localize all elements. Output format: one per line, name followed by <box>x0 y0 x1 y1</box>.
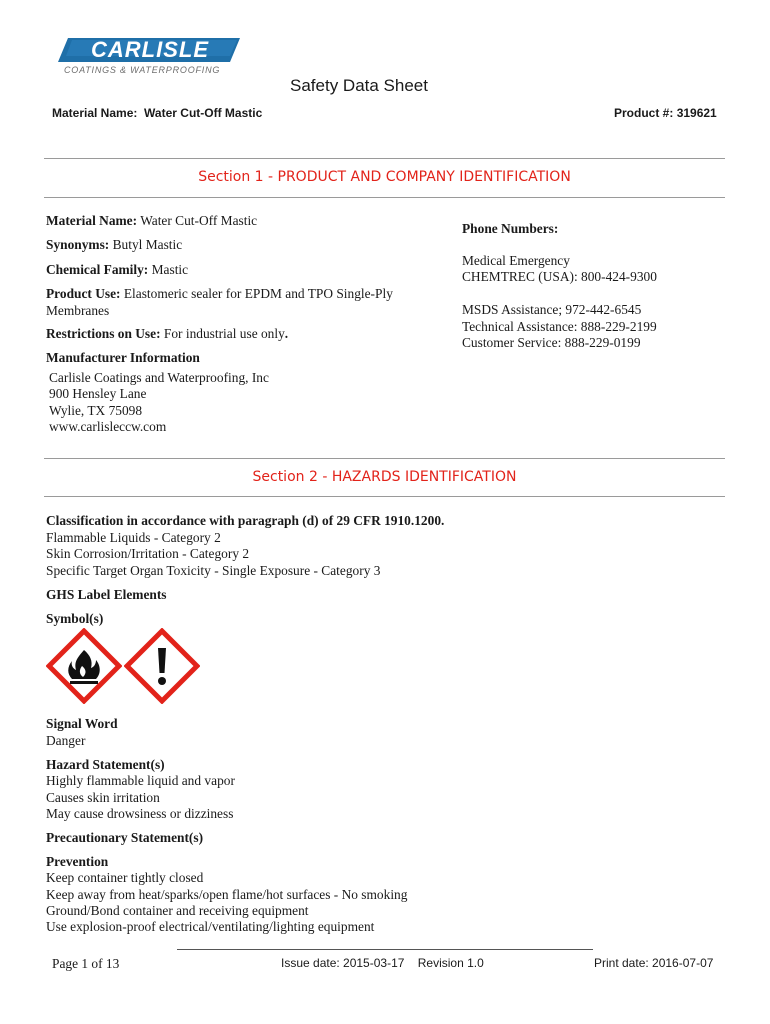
s1-product-use-label: Product Use: <box>46 286 121 301</box>
s2-classification-heading: Classification in accordance with paragraph (d) of 29 CFR 1910.1200. <box>46 513 445 528</box>
s1-synonyms <box>46 237 182 254</box>
s1-material-name <box>46 213 257 230</box>
section1-rule-top <box>44 158 725 159</box>
s1-phone-line: CHEMTREC (USA): 800-424-9300 <box>462 269 657 284</box>
exclamation-pictogram-icon <box>124 628 200 704</box>
s1-restrictions-label: Restrictions on Use: <box>46 326 161 341</box>
s2-prevention-line: Keep away from heat/sparks/open flame/hot surfaces - No smoking <box>46 887 408 902</box>
s1-synonyms-label: Synonyms: <box>46 237 110 252</box>
s2-classification-line: Skin Corrosion/Irritation - Category 2 <box>46 546 250 561</box>
s1-phone-line: MSDS Assistance; 972-442-6545 <box>462 302 642 317</box>
s1-chemical-family <box>46 262 188 279</box>
s1-phone-heading: Phone Numbers: <box>462 221 559 236</box>
s2-hazard-line: Causes skin irritation <box>46 790 160 805</box>
footer-page-number: Page 1 of 13 <box>52 956 120 971</box>
s1-restrictions-value: For industrial use only <box>163 326 285 341</box>
header-product-number <box>614 106 717 120</box>
s2-hazard-heading: Hazard Statement(s) <box>46 757 165 772</box>
s1-phone-line: Customer Service: 888-229-0199 <box>462 335 641 350</box>
s1-manufacturer-line: Wylie, TX 75098 <box>49 403 143 418</box>
footer-print-date: Print date: 2016-07-07 <box>594 956 714 970</box>
header-material-name-label: Material Name: <box>52 106 138 120</box>
logo-wordmark: CARLISLE <box>91 37 209 62</box>
header-product-value: 319621 <box>676 106 717 120</box>
s1-material-name-value: Water Cut-Off Mastic <box>140 213 258 228</box>
footer-rule <box>177 949 593 950</box>
s1-manufacturer-website: www.carlisleccw.com <box>49 419 167 434</box>
footer-issue-date: Issue date: 2015-03-17 Revision 1.0 <box>281 956 484 970</box>
s1-material-name-label: Material Name: <box>46 213 138 228</box>
flame-pictogram-icon <box>46 628 122 704</box>
s1-chemical-family-label: Chemical Family: <box>46 262 149 277</box>
s1-manufacturer-line: 900 Hensley Lane <box>49 386 147 401</box>
logo-subtext: COATINGS & WATERPROOFING <box>64 65 221 75</box>
header-material-name-value: Water Cut-Off Mastic <box>144 106 263 120</box>
s2-precautionary-heading: Precautionary Statement(s) <box>46 830 204 845</box>
s1-product-use-cont: Membranes <box>46 303 110 318</box>
s2-ghs-heading: GHS Label Elements <box>46 587 167 602</box>
s2-symbols-heading: Symbol(s) <box>46 611 104 626</box>
s2-signal-word: Danger <box>46 733 86 748</box>
section1-title: Section 1 - PRODUCT AND COMPANY IDENTIFICATION <box>198 169 571 185</box>
s1-product-use-value: Elastomeric sealer for EPDM and TPO Single-Ply <box>123 286 393 301</box>
s2-hazard-line: May cause drowsiness or dizziness <box>46 806 234 821</box>
header-product-label: Product #: <box>614 106 674 120</box>
section1-rule-bottom <box>44 197 725 198</box>
s1-chemical-family-value: Mastic <box>151 262 189 277</box>
s2-hazard-line: Highly flammable liquid and vapor <box>46 773 235 788</box>
s2-signal-word-heading: Signal Word <box>46 716 118 731</box>
section2-title: Section 2 - HAZARDS IDENTIFICATION <box>252 469 517 485</box>
s1-manufacturer-heading: Manufacturer Information <box>46 350 200 365</box>
carlisle-logo <box>54 34 240 80</box>
s2-prevention-heading: Prevention <box>46 854 109 869</box>
s1-manufacturer-line: Carlisle Coatings and Waterproofing, Inc <box>49 370 269 385</box>
section2-rule-top <box>44 458 725 459</box>
s2-classification-line: Specific Target Organ Toxicity - Single Exposure - Category 3 <box>46 563 381 578</box>
s1-restrictions <box>46 326 288 343</box>
s1-phone-line: Medical Emergency <box>462 253 570 268</box>
s1-synonyms-value: Butyl Mastic <box>112 237 183 252</box>
s2-prevention-line: Use explosion-proof electrical/ventilating/lighting equipment <box>46 919 375 934</box>
s1-product-use <box>46 286 393 303</box>
section2-rule-bottom <box>44 496 725 497</box>
header-material-name <box>52 106 262 120</box>
s2-classification-line: Flammable Liquids - Category 2 <box>46 530 221 545</box>
s2-prevention-line: Ground/Bond container and receiving equipment <box>46 903 309 918</box>
s1-restrictions-period: . <box>284 326 289 341</box>
s1-phone-line: Technical Assistance: 888-229-2199 <box>462 319 657 334</box>
s2-prevention-line: Keep container tightly closed <box>46 870 204 885</box>
document-title: Safety Data Sheet <box>290 76 428 95</box>
